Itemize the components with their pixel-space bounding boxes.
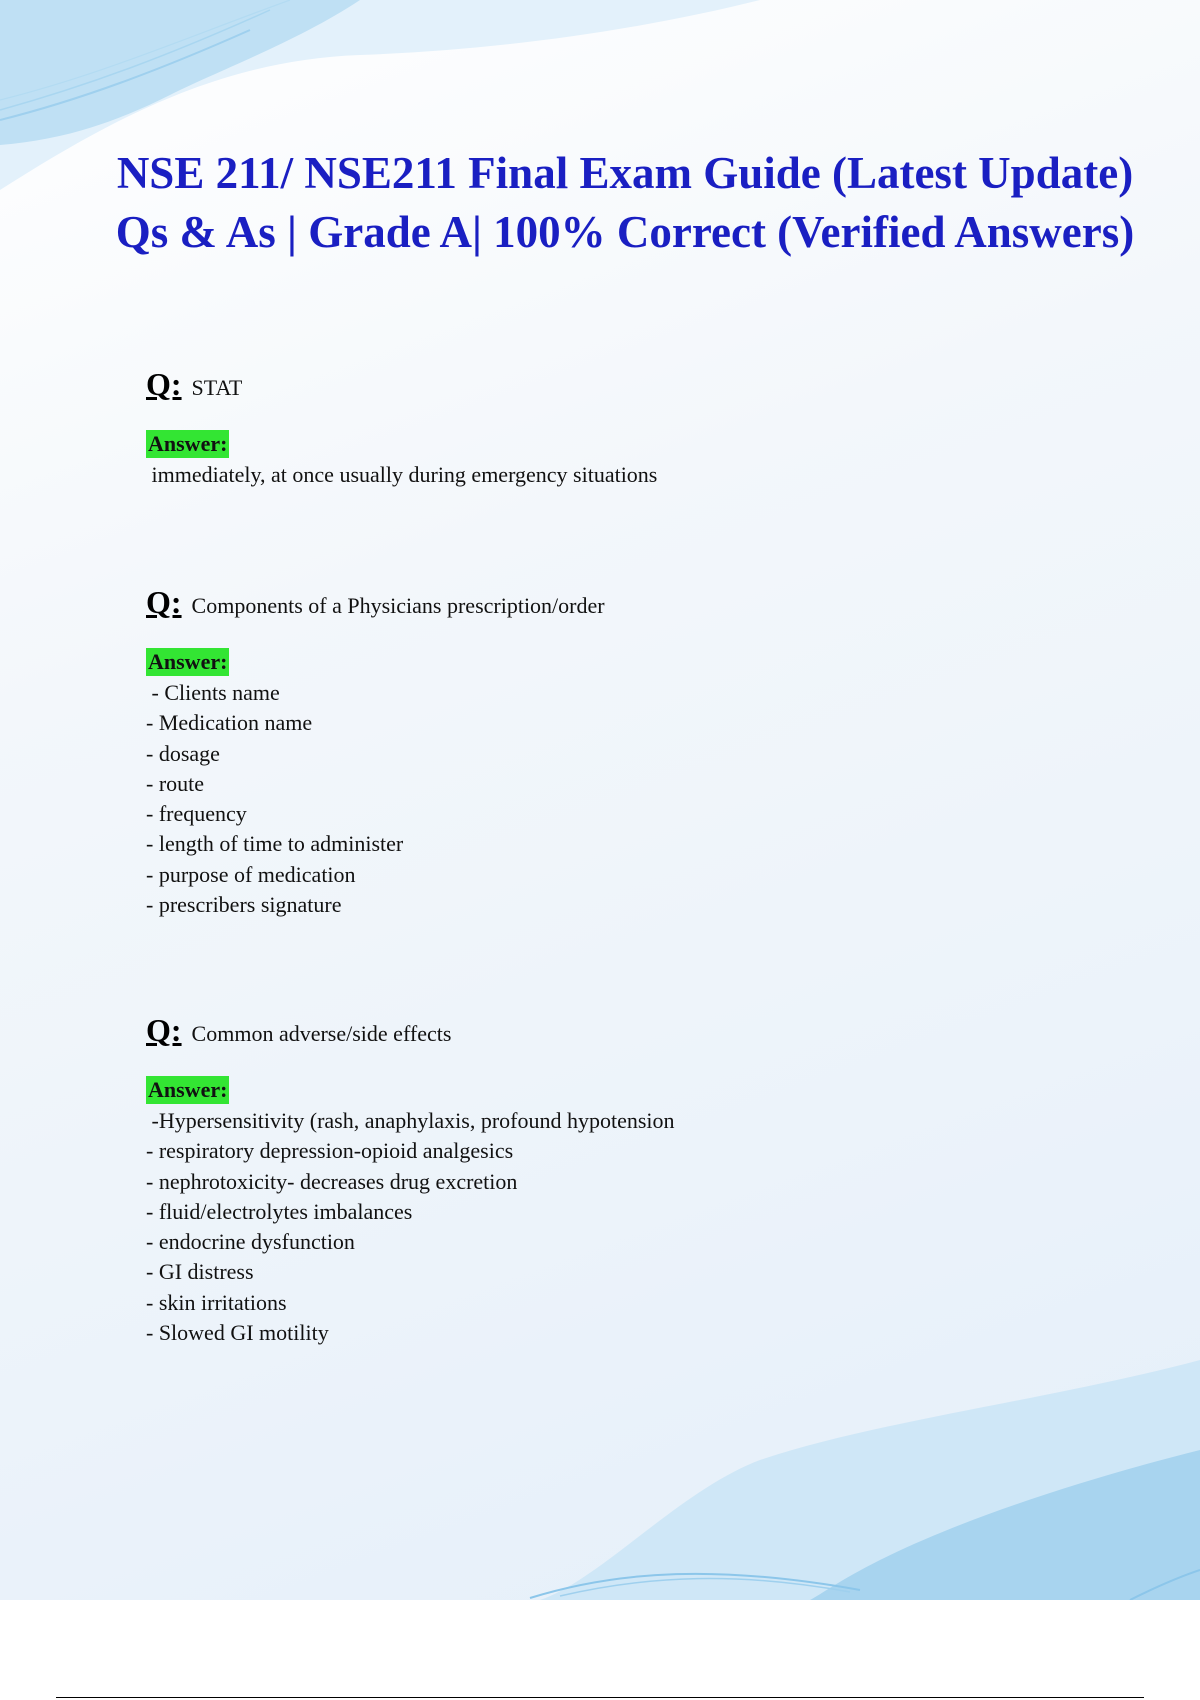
- question-text: STAT: [191, 375, 243, 400]
- question-label: Q:: [146, 1012, 182, 1048]
- question-text: Components of a Physicians prescription/order: [191, 593, 605, 618]
- question-line: [146, 1012, 1046, 1056]
- answer-line: -Hypersensitivity (rash, anaphylaxis, profound hypotension: [146, 1108, 675, 1133]
- answer-line: - prescribers signature: [146, 892, 342, 918]
- question-label: Q:: [146, 584, 182, 620]
- answer-line: - frequency: [146, 801, 247, 827]
- footer-divider: [56, 1697, 1144, 1698]
- answer-line: - nephrotoxicity- decreases drug excretion: [146, 1168, 518, 1194]
- answer-line: - dosage: [146, 740, 220, 766]
- answer-list: [146, 1106, 1046, 1348]
- qa-item: [146, 584, 1046, 920]
- answer-list: [146, 678, 1046, 920]
- answer-line: - length of time to administer: [146, 831, 404, 857]
- answer-label: Answer:: [148, 649, 228, 674]
- document-title: NSE 211/ NSE211 Final Exam Guide (Latest Update) Qs & As | Grade A| 100% Correct (Verified Answers): [115, 148, 1135, 257]
- answer-line: - skin irritations: [146, 1289, 287, 1315]
- answer-text: [146, 460, 1046, 490]
- answer-label: Answer:: [148, 1077, 228, 1102]
- answer-label: Answer:: [148, 431, 228, 456]
- answer-line: - route: [146, 770, 205, 796]
- qa-item: [146, 1012, 1046, 1348]
- question-line: [146, 366, 1046, 410]
- answer-line: - Slowed GI motility: [146, 1320, 329, 1346]
- question-text: Common adverse/side effects: [191, 1021, 452, 1046]
- answer-line: - Clients name: [146, 680, 280, 705]
- question-label: Q:: [146, 366, 182, 402]
- answer-line: - Medication name: [146, 710, 313, 736]
- answer-line: immediately, at once usually during emergency situations: [146, 462, 658, 487]
- answer-line: - endocrine dysfunction: [146, 1229, 355, 1255]
- answer-line: - respiratory depression-opioid analgesics: [146, 1138, 514, 1164]
- answer-line: - fluid/electrolytes imbalances: [146, 1198, 413, 1224]
- question-line: [146, 584, 1046, 628]
- answer-line: - GI distress: [146, 1259, 254, 1285]
- top-left-wave-dark: [0, 0, 360, 145]
- answer-line: - purpose of medication: [146, 861, 356, 887]
- qa-item: [146, 366, 1046, 490]
